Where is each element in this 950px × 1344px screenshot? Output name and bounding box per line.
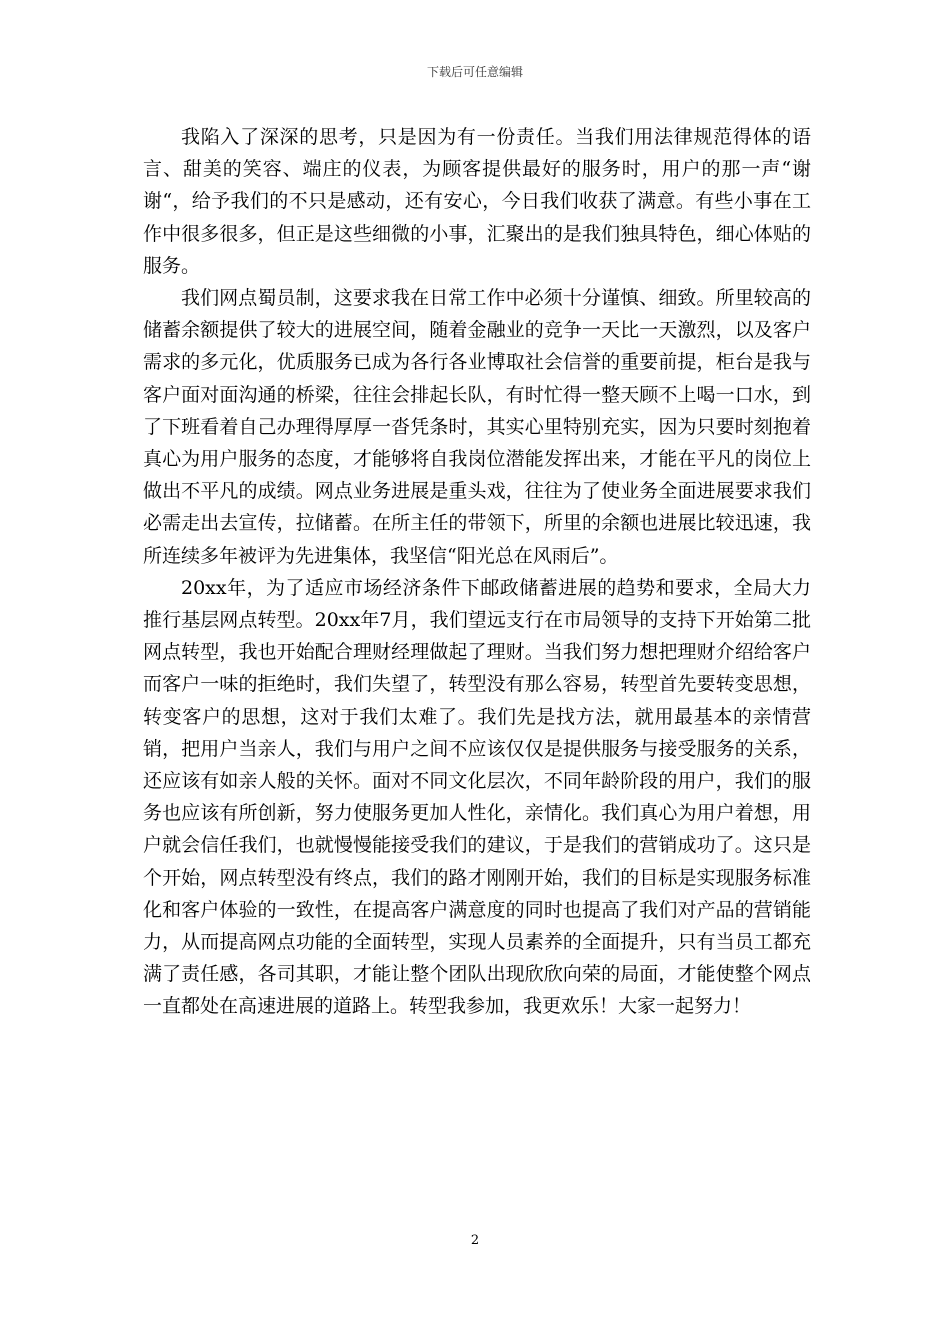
paragraph-1: 我陷入了深深的思考，只是因为有一份责任。当我们用法律规范得体的语言、甜美的笑容、端庄的仪表，为顾客提供最好的服务时，用户的那一声“谢谢“，给予我们的不只是感动，还有安心，今日我们收获了满意。有些小事在工作中很多很多，但正是这些细微的小事，汇聚出的是我们独具特色，细心体贴的服务。	[143, 126, 811, 277]
paragraph-3: 20xx年，为了适应市场经济条件下邮政储蓄进展的趋势和要求，全局大力推行基层网点转型。20xx年7月，我们望远支行在市局领导的支持下开始第二批网点转型，我也开始配合理财经理做起了理财。当我们努力想把理财介绍给客户而客户一味的拒绝时，我们失望了，转型没有那么容易，转型首先要转变思想，转变客户的思想，这对于我们太难了。我们先是找方法，就用最基本的亲情营销，把用户当亲人，我们与用户之间不应该仅仅是提供服务与接受服务的关系，还应该有如亲人般的关怀。面对不同文化层次，不同年龄阶段的用户，我们的服务也应该有所创新，努力使服务更加人性化，亲情化。我们真心为用户着想，用户就会信任我们，也就慢慢能接受我们的建议，于是我们的营销成功了。这只是个开始，网点转型没有终点，我们的路才刚刚开始，我们的目标是实现服务标准化和客户体验的一致性，在提高客户满意度的同时也提高了我们对产品的营销能力，从而提高网点功能的全面转型，实现人员素养的全面提升，只有当员工都充满了责任感，各司其职，才能让整个团队出现欣欣向荣的局面，才能使整个网点一直都处在高速进展的道路上。转型我参加，我更欢乐！大家一起努力！	[143, 576, 811, 1018]
page-number: 2	[470, 1233, 480, 1248]
paragraph-2: 我们网点蜀员制，这要求我在日常工作中必须十分谨慎、细致。所里较高的储蓄余额提供了较大的进展空间，随着金融业的竞争一天比一天激烈，以及客户需求的多元化，优质服务已成为各行各业博取社会信誉的重要前提，柜台是我与客户面对面沟通的桥梁，往往会排起长队，有时忙得一整天顾不上喝一口水，到了下班看着自己办理得厚厚一沓凭条时，其实心里特别充实，因为只要时刻抱着真心为用户服务的态度，才能够将自我岗位潜能发挥出来，才能在平凡的岗位上做出不平凡的成绩。网点业务进展是重头戏，往往为了使业务全面进展要求我们必需走出去宣传，拉储蓄。在所主任的带领下，所里的余额也进展比较迅速，我所连续多年被评为先进集体，我坚信“阳光总在风雨后”。	[143, 287, 811, 567]
page-header: 下载后可任意编辑	[426, 65, 523, 79]
document-body	[143, 121, 811, 1023]
